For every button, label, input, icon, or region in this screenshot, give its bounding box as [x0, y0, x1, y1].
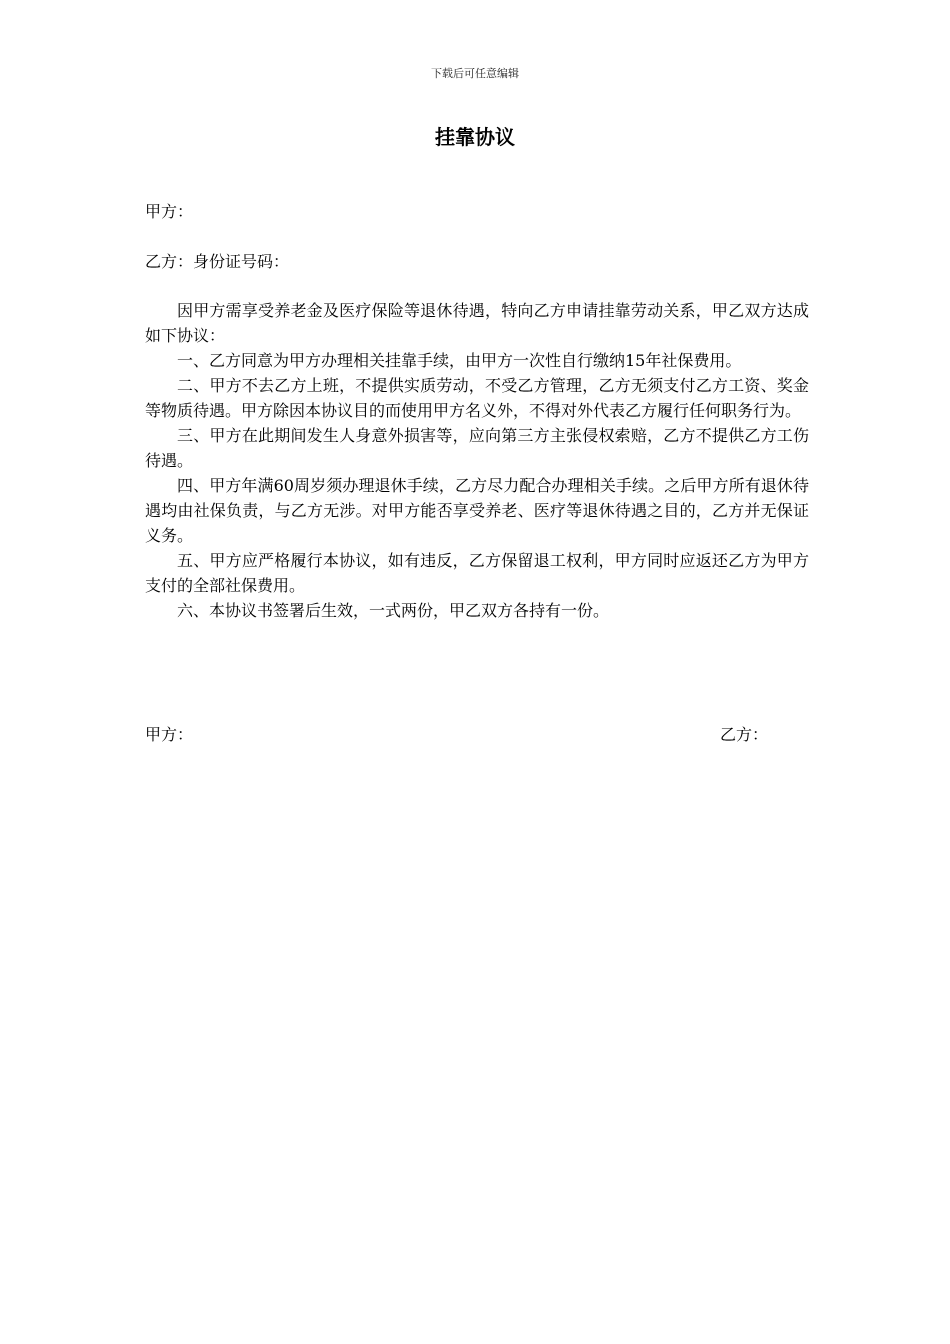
clause-5: 五、甲方应严格履行本协议，如有违反，乙方保留退工权利，甲方同时应返还乙方为甲方支付的全部社保费用。	[145, 551, 809, 595]
intro-paragraph: 因甲方需享受养老金及医疗保险等退休待遇，特向乙方申请挂靠劳动关系，甲乙双方达成如下协议：	[145, 301, 809, 345]
signature-party-a: 甲方：	[145, 725, 194, 744]
clause-1: 一、乙方同意为甲方办理相关挂靠手续，由甲方一次性自行缴纳15年社保费用。	[177, 351, 742, 370]
clause-6: 六、本协议书签署后生效，一式两份，甲乙双方各持有一份。	[177, 601, 610, 620]
clause-4: 四、甲方年满60周岁须办理退休手续，乙方尽力配合办理相关手续。之后甲方所有退休待遇均由社保负责，与乙方无涉。对甲方能否享受养老、医疗等退休待遇之目的，乙方并无保证义务。	[145, 476, 809, 545]
clause-3: 三、甲方在此期间发生人身意外损害等，应向第三方主张侵权索赔，乙方不提供乙方工伤待遇。	[145, 426, 809, 470]
clause-2: 二、甲方不去乙方上班，不提供实质劳动，不受乙方管理，乙方无须支付乙方工资、奖金等物质待遇。甲方除因本协议目的而使用甲方名义外，不得对外代表乙方履行任何职务行为。	[145, 376, 809, 420]
signature-party-b: 乙方：	[720, 725, 769, 744]
party-a-field: 甲方：	[145, 202, 194, 221]
header-note: 下载后可任意编辑	[431, 67, 519, 80]
agreement-body	[145, 298, 809, 623]
party-b-field: 乙方：身份证号码：	[145, 252, 290, 271]
document-title: 挂靠协议	[435, 125, 515, 149]
